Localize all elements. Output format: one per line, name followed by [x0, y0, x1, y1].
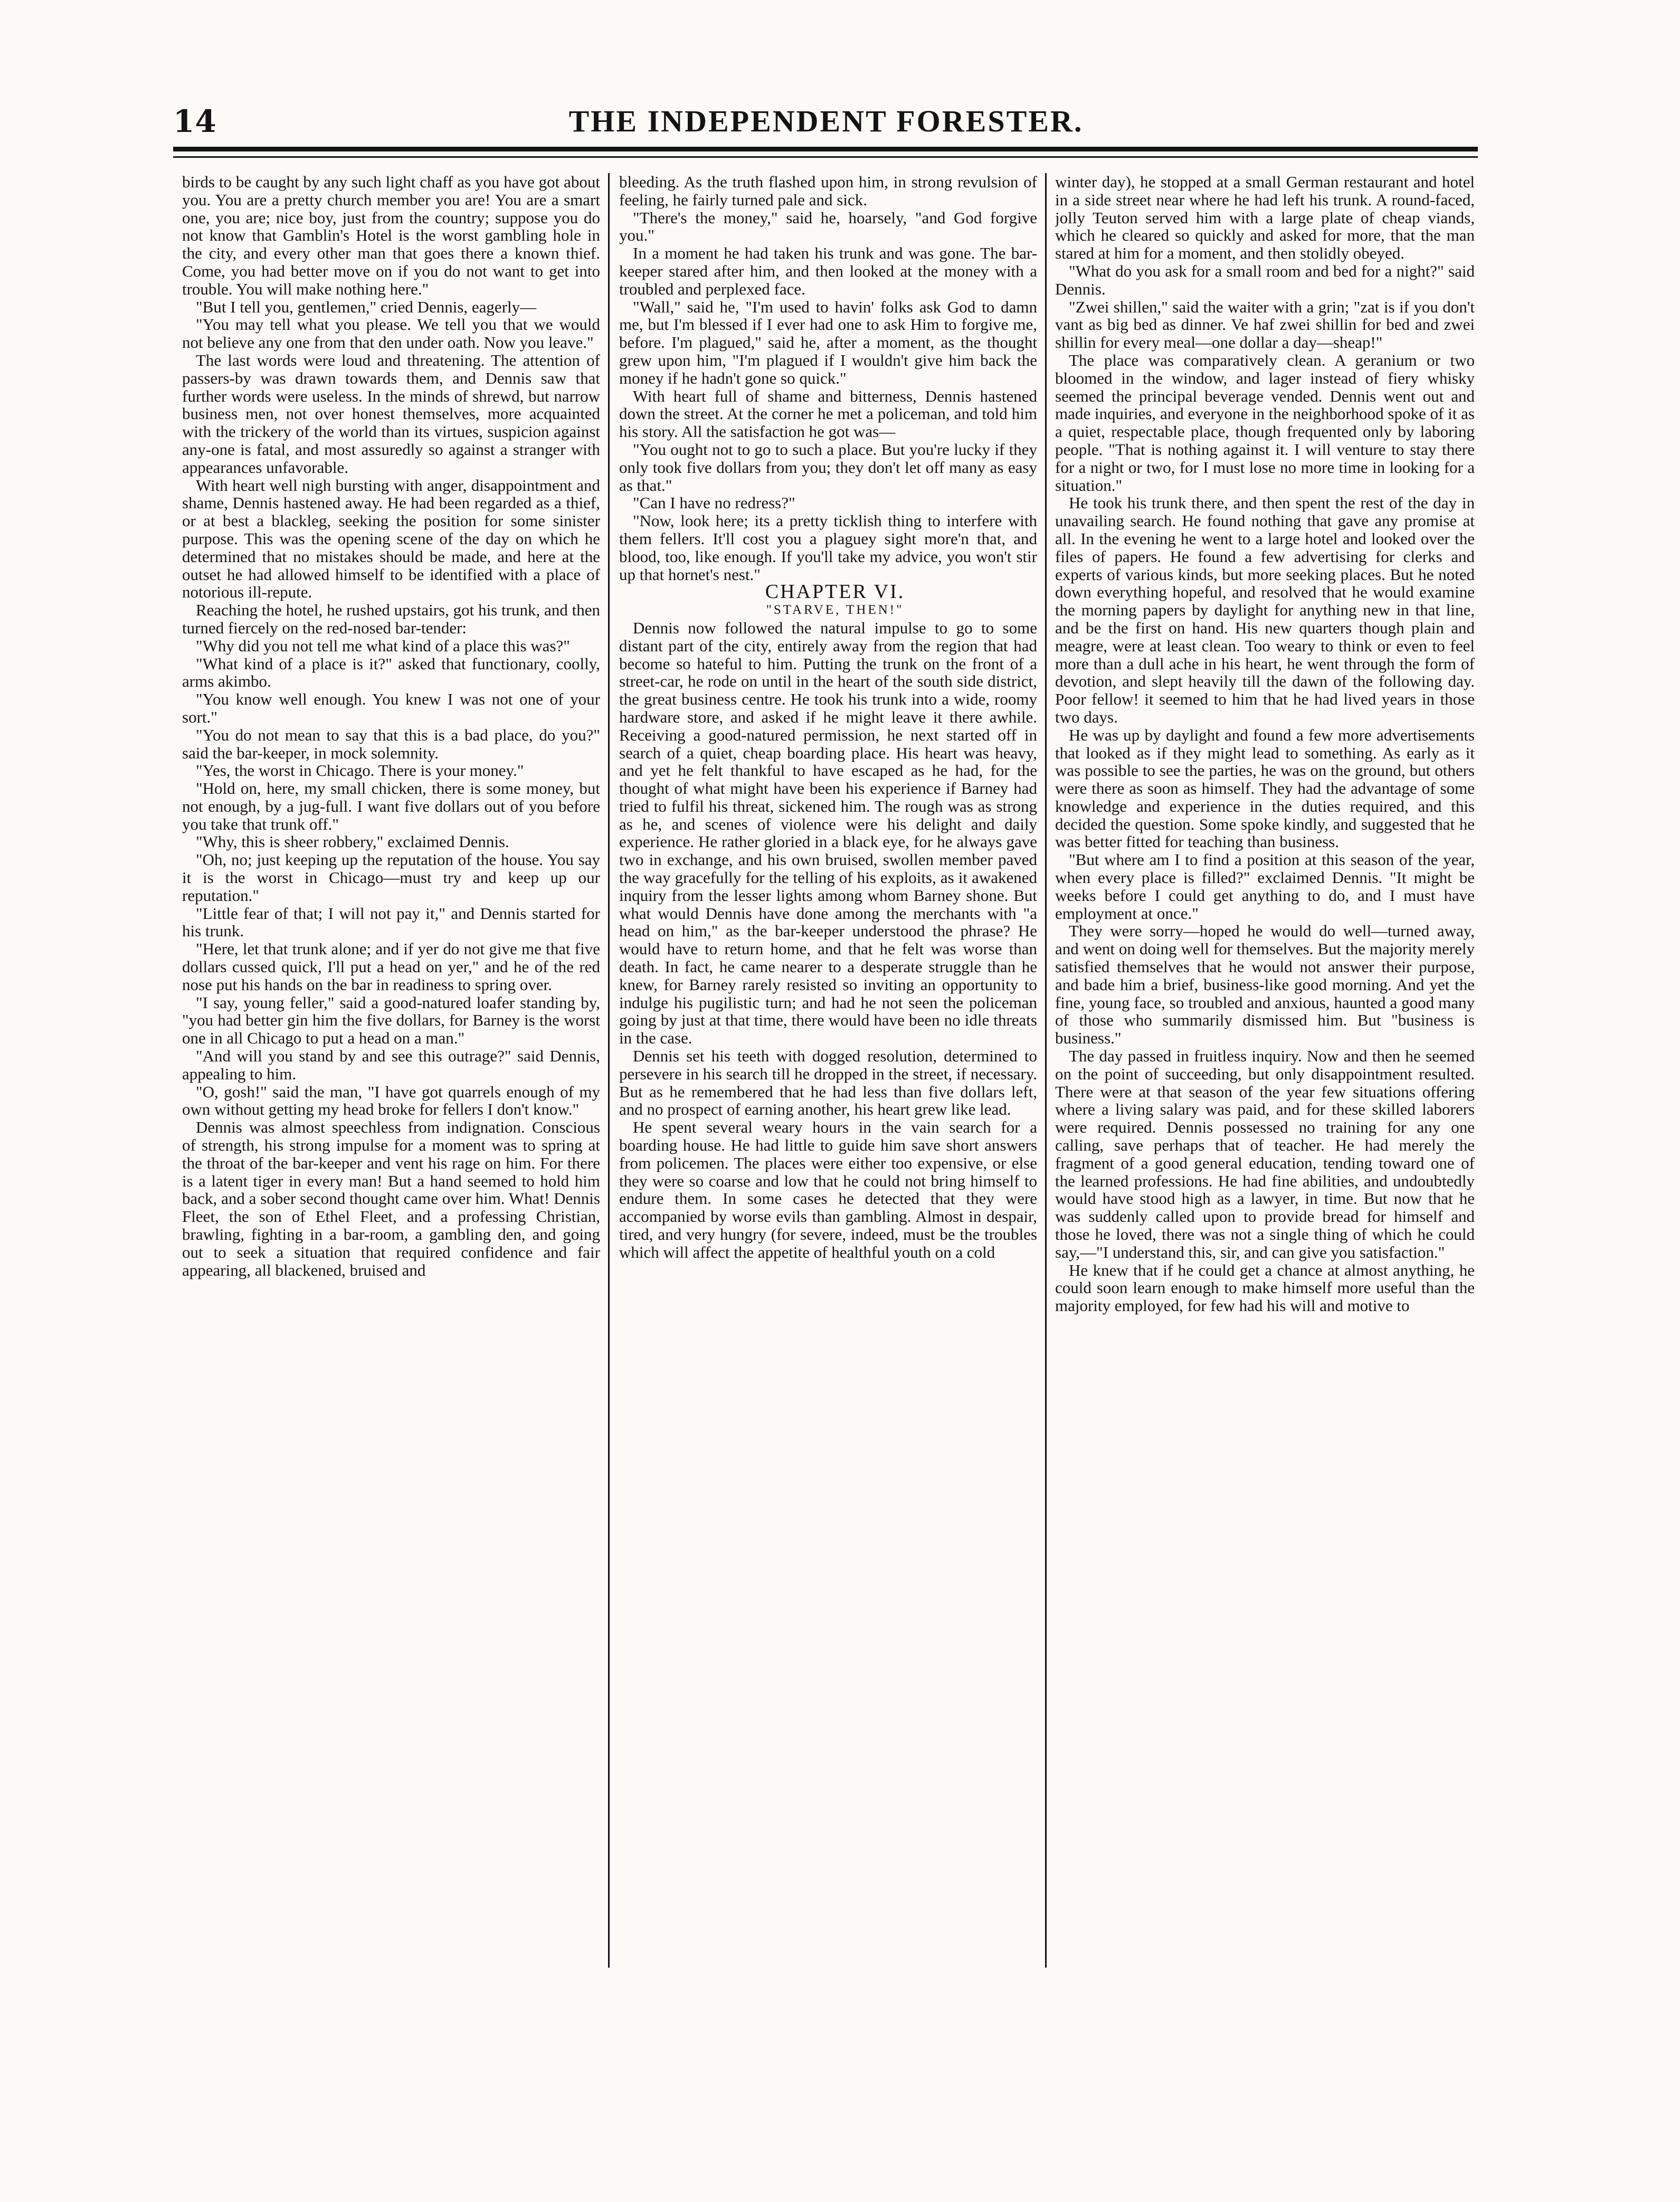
header-rule-thin	[173, 156, 1478, 158]
paragraph: "O, gosh!" said the man, "I have got quarrels enough of my own without getting my head broke for fellers I don't know."	[182, 1082, 600, 1119]
paragraph: He was up by daylight and found a few more advertisements that looked as if they might lead to something. As early as it was possible to see the parties, he was on the ground, but others were there as soon as himself. They had the advantage of some knowledge and experience in the duties required, and this decided the question. Some spoke kindly, and suggested that he was better fitted for teaching than business.	[1055, 725, 1475, 851]
paragraph: He took his trunk there, and then spent the rest of the day in unavailing search. He found nothing that gave any promise at all. In the evening he went to a large hotel and looked over the files of papers. He found a few advertising for clerks and experts of various kinds, but more seeking places. But he noted down everything hopeful, and resolved that he would examine the morning papers by daylight for anything new in that line, and be the first on hand. His new quarters though plain and meagre, were at least clean. Too weary to think or even to feel more than a dull ache in his heart, he went through the form of devotion, and slept heavily till the dawn of the following day. Poor fellow! it seemed to him that he had lived years in those two days.	[1055, 493, 1475, 726]
paragraph: "You may tell what you please. We tell you that we would not believe any one from that den under oath. Now you leave."	[182, 315, 600, 352]
paragraph: "And will you stand by and see this outrage?" said Dennis, appealing to him.	[182, 1047, 600, 1083]
text-column-2	[619, 173, 1037, 1968]
paragraph: He knew that if he could get a chance at almost anything, he could soon learn enough to make himself more useful than the majority employed, for few had his will and motive to	[1055, 1260, 1475, 1315]
paragraph: Dennis was almost speechless from indignation. Conscious of strength, his strong impulse for a moment was to spring at the throat of the bar-keeper and vent his rage on him. For there is a latent tiger in every man! But a hand seemed to hold him back, and a sober second thought came over him. What! Dennis Fleet, the son of Ethel Fleet, and a professing Christian, brawling, fighting in a bar-room, a gambling den, and going out to seek a situation that required confidence and fair appearing, all blackened, bruised and	[182, 1118, 600, 1279]
paragraph: birds to be caught by any such light chaff as you have got about you. You are a pretty church member you are! You are a smart one, you are; nice boy, just from the country; suppose you do not know that Gamblin's Hotel is the worst gambling hole in the city, and every other man that goes there a known thief. Come, you had better move on if you do not want to get into trouble. You will make nothing here."	[182, 173, 600, 298]
paragraph: Dennis now followed the natural impulse to go to some distant part of the city, entirely away from the region that had become so hateful to him. Putting the trunk on the front of a street-car, he rode on until in the heart of the south side district, the great business centre. He took his trunk into a wide, roomy hardware store, and asked if he might leave it there awhile. Receiving a good-natured permission, he next started off in search of a quiet, cheap boarding place. His heart was heavy, and yet he felt thankful to have escaped as he had, for the thought of what might have been his experience if Barney had tried to fulfil his threat, sickened him. The rough was as strong as he, and scenes of violence were his delight and daily experience. He rather gloried in a black eye, for he always gave two in exchange, and his own bruised, swollen member paved the way gracefully for the telling of his exploits, as it awakened inquiry from the lesser lights among whom Barney shone. But what would Dennis have done among the merchants with "a head on him," as the bar-keeper understood the phrase? He would have to return home, and that he felt was worse than death. In fact, he came nearer to a desperate struggle than he knew, for Barney rarely resisted so inviting an opportunity to indulge his pugilistic turn; and had he not seen the policeman going by just at that time, there would have been no idle threats in the case.	[619, 618, 1037, 1048]
running-title: THE INDEPENDENT FORESTER.	[568, 104, 1084, 138]
paragraph: The last words were loud and threatening. The attention of passers-by was drawn towards them, and Dennis saw that further words were useless. In the minds of shrewd, but narrow business men, not over honest themselves, more acquainted with the trickery of the world than its virtues, suspicion against any-one is fatal, and most assuredly so against a stranger with appearances unfavorable.	[182, 350, 600, 477]
paragraph: "Oh, no; just keeping up the reputation of the house. You say it is the worst in Chicago—must try and keep up our reputation."	[182, 850, 600, 905]
paragraph: "Here, let that trunk alone; and if yer do not give me that five dollars cussed quick, I'll put a head on yer," and he of the red nose put his hands on the bar in readiness to spring over.	[182, 939, 600, 994]
paragraph: "Hold on, here, my small chicken, there is some money, but not enough, by a jug-full. I want five dollars out of you before you take that trunk off."	[182, 779, 600, 833]
text-column-1	[182, 173, 600, 1968]
paragraph: "But I tell you, gentlemen," cried Dennis, eagerly—	[196, 297, 537, 316]
paragraph: "I say, young feller," said a good-natured loafer standing by, "you had better gin him the five dollars, for Barney is the worst one in all Chicago to put a head on a man."	[182, 993, 600, 1048]
chapter-subtitle: "STARVE, THEN!"	[766, 603, 904, 618]
page-number: 14	[173, 103, 217, 139]
paragraph: "But where am I to find a position at this season of the year, when every place is filled?" exclaimed Dennis. "It might be weeks before I could get anything to do, and I must have employment at once."	[1055, 850, 1475, 923]
paragraph: With heart full of shame and bitterness, Dennis hastened down the street. At the corner he met a policeman, and told him his story. All the satisfaction he got was—	[619, 386, 1037, 441]
paragraph: They were sorry—hoped he would do well—turned away, and went on doing well for themselves. But the majority merely satisfied themselves that he would not answer their purpose, and bade him a brief, business-like good morning. And yet the fine, young face, so troubled and anxious, haunted a good many of those who summarily dismissed him. But "business is business."	[1055, 922, 1475, 1048]
paragraph: "Zwei shillen," said the waiter with a grin; "zat is if you don't vant as big bed as dinner. Ve haf zwei shillin for bed and zwei shillin for every meal—one dollar a day—sheap!"	[1055, 297, 1475, 352]
paragraph: "Yes, the worst in Chicago. There is your money."	[196, 761, 524, 780]
chapter-title: CHAPTER VI.	[765, 581, 905, 603]
text-column-3	[1055, 173, 1475, 1968]
paragraph: The day passed in fruitless inquiry. Now and then he seemed on the point of succeeding, but only disappointment resulted. There were at that season of the year few situations offering where a living salary was paid, and for these skilled laborers were required. Dennis possessed no training for any one calling, save perhaps that of teacher. He had merely the fragment of a good general education, tending toward one of the learned professions. He had fine abilities, and undoubtedly would have stood high as a lawyer, in time. But now that he was suddenly called upon to provide bread for himself and those he loved, there was not a single thing of which he could say,—"I understand this, sir, and can give you satisfaction."	[1055, 1047, 1475, 1261]
column-divider	[1045, 173, 1047, 1968]
header-rule-thick	[173, 147, 1478, 151]
paragraph: "Wall," said he, "I'm used to havin' folks ask God to damn me, but I'm blessed if I ever had one to ask Him to forgive me, before. I'm plagued," said he, after a moment, as the thought grew upon him, "I'm plagued if I wouldn't give him back the money if he hadn't gone so quick."	[619, 297, 1037, 387]
paragraph: bleeding. As the truth flashed upon him, in strong revulsion of feeling, he fairly turned pale and sick.	[619, 173, 1037, 209]
paragraph: Dennis set his teeth with dogged resolution, determined to persevere in his search till he dropped in the street, if necessary. But as he remembered that he had less than five dollars left, and no prospect of earning another, his heart grew like lead.	[619, 1047, 1037, 1119]
paragraph: In a moment he had taken his trunk and was gone. The bar-keeper stared after him, and then looked at the money with a troubled and perplexed face.	[619, 244, 1037, 298]
paragraph: "You ought not to go to such a place. But you're lucky if they only took five dollars from you; they don't let off many as easy as that."	[619, 440, 1037, 495]
paragraph: "There's the money," said he, hoarsely, "and God forgive you."	[619, 208, 1037, 245]
paragraph: Reaching the hotel, he rushed upstairs, got his trunk, and then turned fiercely on the red-nosed bar-tender:	[182, 601, 600, 637]
paragraph: "Why, this is sheer robbery," exclaimed Dennis.	[196, 832, 509, 851]
paragraph: "Why did you not tell me what kind of a place this was?"	[196, 636, 570, 655]
paragraph: "Now, look here; its a pretty ticklish thing to interfere with them fellers. It'll cost you a plaguey sight more'n that, and blood, too, like enough. If you'll take my advice, you won't stir up that hornet's nest."	[619, 511, 1037, 584]
paragraph: He spent several weary hours in the vain search for a boarding house. He had little to guide him save short answers from policemen. The places were either too expensive, or else they were so coarse and low that he could not bring himself to endure them. In some cases he detected that they were accompanied by worse evils than gambling. Almost in despair, tired, and very hungry (for severe, indeed, must be the troubles which will affect the appetite of healthful youth on a cold	[619, 1118, 1037, 1261]
paragraph: "Can I have no redress?"	[633, 493, 795, 512]
column-divider	[608, 173, 610, 1968]
paragraph: "Little fear of that; I will not pay it," and Dennis started for his trunk.	[182, 904, 600, 941]
paragraph: winter day), he stopped at a small German restaurant and hotel in a side street near where he had left his trunk. A round-faced, jolly Teuton served him with a large plate of cheap viands, which he cleared so quickly and asked for more, that the man stared at him for a moment, and then stolidly obeyed.	[1055, 173, 1475, 263]
paragraph: The place was comparatively clean. A geranium or two bloomed in the window, and lager instead of fiery whisky seemed the principal beverage vended. Dennis went out and made inquiries, and everyone in the neighborhood spoke of it as a quiet, respectable place, though frequented only by laboring people. "That is nothing against it. I will venture to stay there for a night or two, for I must lose no more time in looking for a situation."	[1055, 350, 1475, 495]
paragraph: "You do not mean to say that this is a bad place, do you?" said the bar-keeper, in mock solemnity.	[182, 725, 600, 762]
paragraph: "What do you ask for a small room and bed for a night?" said Dennis.	[1055, 261, 1475, 298]
paragraph: "You know well enough. You knew I was not one of your sort."	[182, 690, 600, 726]
paragraph: With heart well nigh bursting with anger, disappointment and shame, Dennis hastened away. He had been regarded as a thief, or at best a blackleg, seeking the position for some sinister purpose. This was the opening scene of the day on which he determined that no mistakes should be made, and here at the outset he had allowed himself to be identified with a place of notorious ill-repute.	[182, 476, 600, 602]
paragraph: "What kind of a place is it?" asked that functionary, coolly, arms akimbo.	[182, 654, 600, 691]
